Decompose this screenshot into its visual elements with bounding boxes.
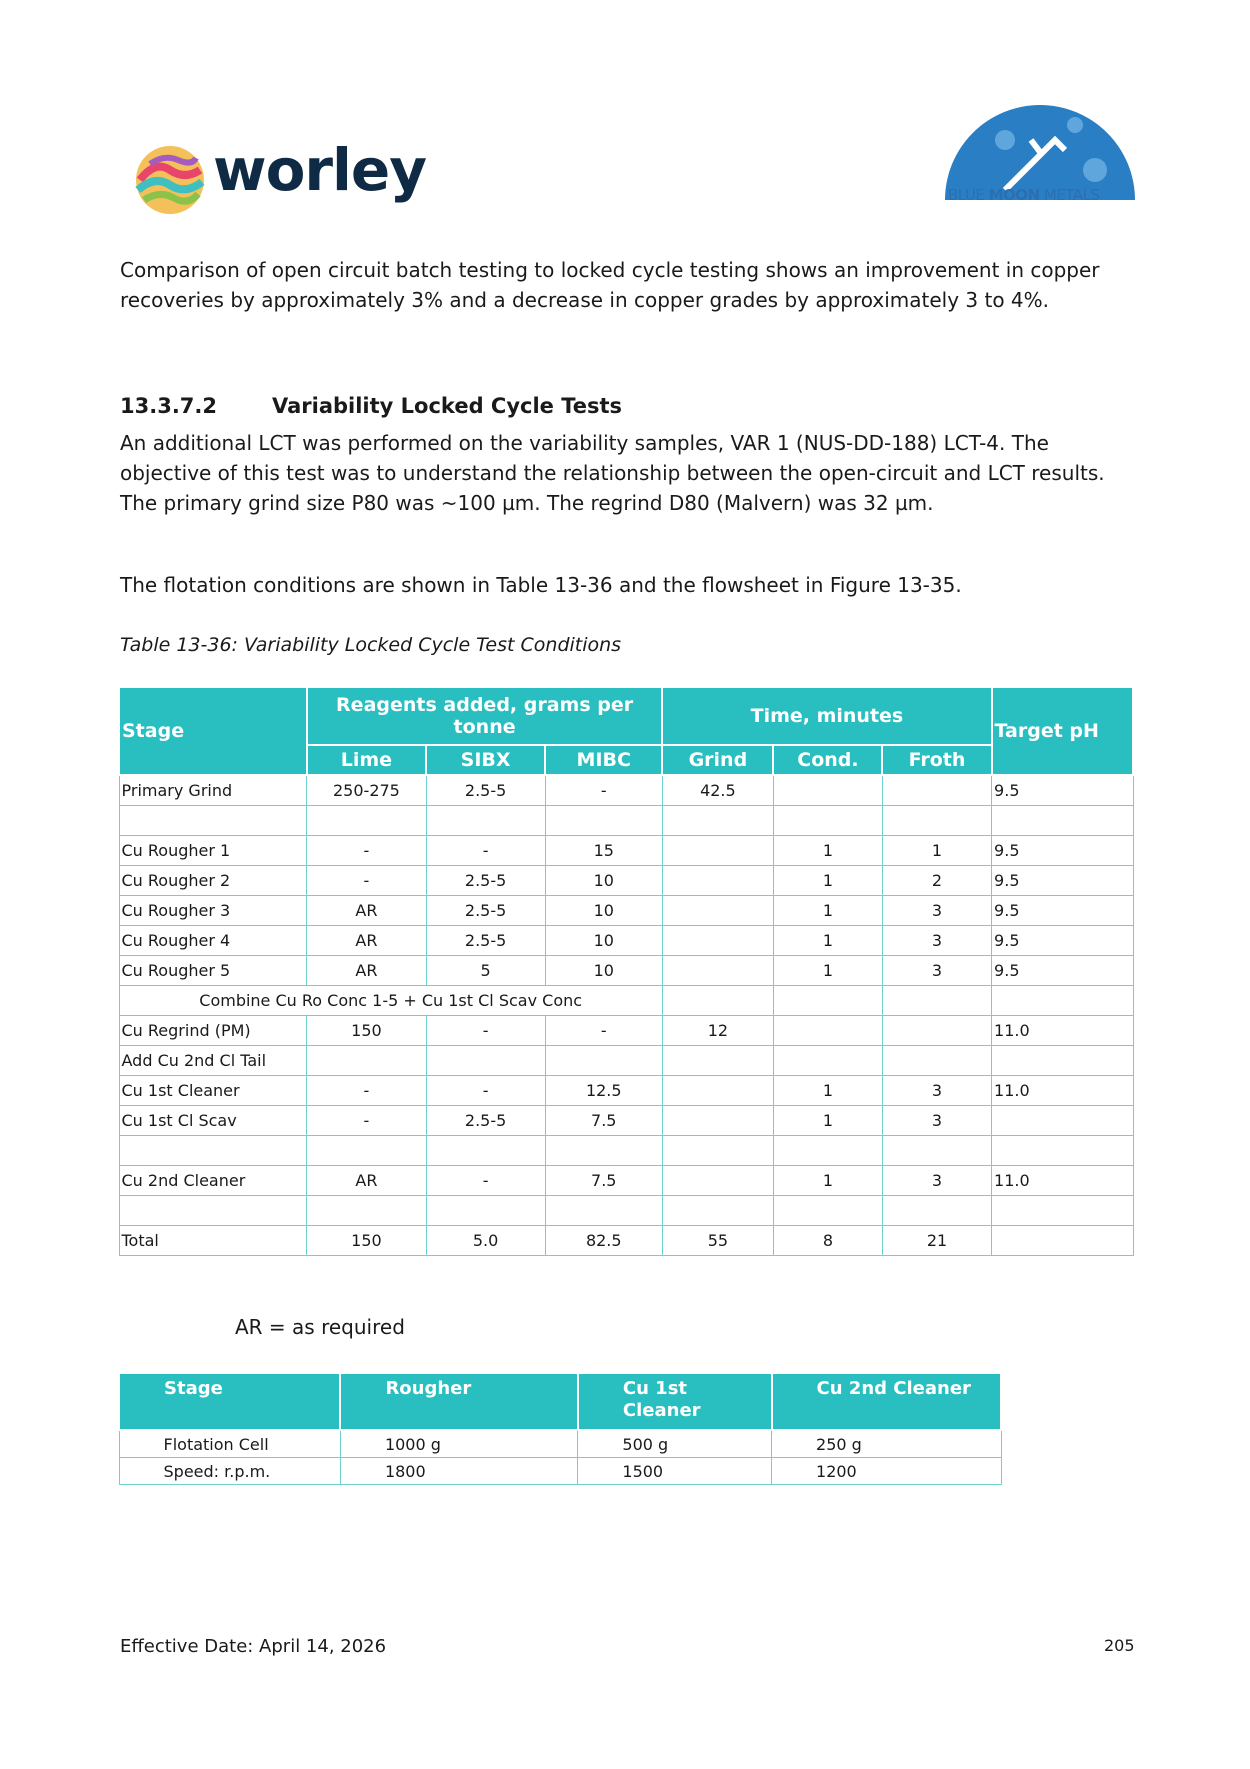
cell-stage: Cu Rougher 4 bbox=[119, 926, 307, 956]
cell-cond: 8 bbox=[773, 1226, 882, 1256]
cell-cond: 1 bbox=[773, 1106, 882, 1136]
cell-cond: 1 bbox=[773, 1076, 882, 1106]
table-row bbox=[119, 1106, 1133, 1136]
cell-froth: 3 bbox=[882, 896, 991, 926]
cell-stage: Cu 1st Cleaner bbox=[119, 1076, 307, 1106]
cell-sibx: - bbox=[426, 836, 545, 866]
table-row bbox=[119, 866, 1133, 896]
cell-mibc: 10 bbox=[545, 896, 662, 926]
cell-cond: 1 bbox=[773, 1166, 882, 1196]
cell-stage: Cu 1st Cl Scav bbox=[119, 1106, 307, 1136]
cell-mibc: 10 bbox=[545, 956, 662, 986]
section-paragraph: An additional LCT was performed on the variability samples, VAR 1 (NUS-DD-188) LCT-4. The objective of this test was to understand the relationship between the open-circuit and LCT results. The primary grind size P80 was ~100 µm. The regrind D80 (Malvern) was 32 µm. bbox=[120, 431, 1105, 515]
cell-lime bbox=[307, 1196, 426, 1226]
cell-grind bbox=[662, 1076, 773, 1106]
table-caption: Table 13-36: Variability Locked Cycle Test Conditions bbox=[120, 634, 622, 656]
cell-ph: 9.5 bbox=[992, 836, 1133, 866]
cell-cond bbox=[773, 1016, 882, 1046]
section-heading bbox=[120, 394, 622, 418]
cell-cond bbox=[773, 1136, 882, 1166]
table-row bbox=[119, 896, 1133, 926]
ar-note: AR = as required bbox=[235, 1315, 405, 1339]
cell-mibc: 10 bbox=[545, 926, 662, 956]
cell-stage bbox=[119, 806, 307, 836]
cell-froth: 3 bbox=[882, 926, 991, 956]
cell-ph bbox=[992, 1136, 1133, 1166]
table-row bbox=[119, 956, 1133, 986]
cell-grind bbox=[662, 866, 773, 896]
cell-mibc: 15 bbox=[545, 836, 662, 866]
cell-mibc bbox=[545, 806, 662, 836]
cell-stage: Add Cu 2nd Cl Tail bbox=[119, 1046, 307, 1076]
cell-sibx: - bbox=[426, 1166, 545, 1196]
cell-ph: 9.5 bbox=[992, 775, 1133, 806]
cell-ph: 11.0 bbox=[992, 1016, 1133, 1046]
cell-ph bbox=[992, 1226, 1133, 1256]
header-grind: Grind bbox=[662, 745, 773, 775]
table-row bbox=[119, 1226, 1133, 1256]
cell-sibx bbox=[426, 1196, 545, 1226]
cell-grind bbox=[662, 1046, 773, 1076]
cell-ph: 9.5 bbox=[992, 896, 1133, 926]
cell-cond bbox=[773, 775, 882, 806]
footer-effective-date: Effective Date: April 14, 2026 bbox=[120, 1636, 387, 1657]
cell-mibc: 10 bbox=[545, 866, 662, 896]
cell-mibc bbox=[545, 1136, 662, 1166]
table-row bbox=[119, 1136, 1133, 1166]
header-reagents: Reagents added, grams per tonne bbox=[307, 687, 662, 745]
footer-page-number: 205 bbox=[1104, 1636, 1135, 1655]
cell-froth: 3 bbox=[882, 1106, 991, 1136]
cell-stage: Cu 2nd Cleaner bbox=[119, 1166, 307, 1196]
cell-mibc: - bbox=[545, 775, 662, 806]
cell-grind: 12 bbox=[662, 1016, 773, 1046]
cell-froth bbox=[882, 1136, 991, 1166]
cell-ph bbox=[992, 806, 1133, 836]
cell-mibc bbox=[545, 1046, 662, 1076]
cell-grind: 55 bbox=[662, 1226, 773, 1256]
table-row bbox=[119, 1016, 1133, 1046]
cell-sibx bbox=[426, 1046, 545, 1076]
cell-sibx: 2.5-5 bbox=[426, 866, 545, 896]
cell-stage: Primary Grind bbox=[119, 775, 307, 806]
header-lime: Lime bbox=[307, 745, 426, 775]
cell-lime bbox=[307, 1136, 426, 1166]
cell-cond bbox=[773, 1196, 882, 1226]
header-stage: Stage bbox=[119, 687, 307, 775]
cell-sibx: 2.5-5 bbox=[426, 775, 545, 806]
cell-froth: 3 bbox=[882, 1166, 991, 1196]
cell-stage: Cu Rougher 3 bbox=[119, 896, 307, 926]
cell-lime: 250-275 bbox=[307, 775, 426, 806]
cell-sibx: 2.5-5 bbox=[426, 896, 545, 926]
cell-grind: 42.5 bbox=[662, 775, 773, 806]
section-number: 13.3.7.2 bbox=[120, 394, 217, 418]
cell-cond: 1 bbox=[773, 836, 882, 866]
header-time: Time, minutes bbox=[662, 687, 991, 745]
cell-stage bbox=[119, 1136, 307, 1166]
t2-header-rougher: Rougher bbox=[340, 1373, 577, 1430]
table-row bbox=[119, 1076, 1133, 1106]
cell-froth bbox=[882, 806, 991, 836]
t2-header-cu2nd: Cu 2nd Cleaner bbox=[772, 1373, 1001, 1430]
worley-logo-mark bbox=[130, 140, 210, 220]
cell-sibx: - bbox=[426, 1076, 545, 1106]
table-row bbox=[119, 775, 1133, 806]
cell-mibc: 7.5 bbox=[545, 1166, 662, 1196]
cell-lime: AR bbox=[307, 896, 426, 926]
cell-grind bbox=[662, 1136, 773, 1166]
flotation-cell-table bbox=[118, 1372, 1002, 1485]
cell-ph: 11.0 bbox=[992, 1076, 1133, 1106]
cell-stage: Cu Rougher 1 bbox=[119, 836, 307, 866]
cell-lime: - bbox=[307, 1076, 426, 1106]
header-mibc: MIBC bbox=[545, 745, 662, 775]
cell-lime: - bbox=[307, 1106, 426, 1136]
t2-header-stage: Stage bbox=[119, 1373, 340, 1430]
cell-mibc: 82.5 bbox=[545, 1226, 662, 1256]
table-row bbox=[119, 1046, 1133, 1076]
cell-cond: 1 bbox=[773, 866, 882, 896]
cell-grind bbox=[662, 806, 773, 836]
blue-moon-logo-text: BLUE MOON METALS bbox=[948, 186, 1100, 204]
cell-grind bbox=[662, 836, 773, 866]
cell-lime: AR bbox=[307, 956, 426, 986]
cell-ph bbox=[992, 1106, 1133, 1136]
cell-mibc: 12.5 bbox=[545, 1076, 662, 1106]
cell-froth: 3 bbox=[882, 1076, 991, 1106]
conditions-table bbox=[118, 686, 1134, 1256]
cell-ph: 11.0 bbox=[992, 1166, 1133, 1196]
cell-stage: Cu Rougher 5 bbox=[119, 956, 307, 986]
combine-note: Combine Cu Ro Conc 1-5 + Cu 1st Cl Scav Conc bbox=[119, 986, 662, 1016]
cell-grind bbox=[662, 956, 773, 986]
table-row: Speed: r.p.m. 1800 1500 1200 bbox=[119, 1458, 1001, 1485]
cell-ph bbox=[992, 1196, 1133, 1226]
cell-grind bbox=[662, 1106, 773, 1136]
cell-stage: Total bbox=[119, 1226, 307, 1256]
cell-lime bbox=[307, 1046, 426, 1076]
cell-lime bbox=[307, 806, 426, 836]
cell-ph: 9.5 bbox=[992, 956, 1133, 986]
intro-paragraph: Comparison of open circuit batch testing to locked cycle testing shows an improvement in copper recoveries by approximately 3% and a decrease in copper grades by approximately 3 to 4%. bbox=[120, 258, 1100, 312]
cell-cond: 1 bbox=[773, 956, 882, 986]
cell-cond: 1 bbox=[773, 896, 882, 926]
cell-cond: 1 bbox=[773, 926, 882, 956]
cell-mibc: 7.5 bbox=[545, 1106, 662, 1136]
table-row bbox=[119, 926, 1133, 956]
cell-sibx bbox=[426, 1136, 545, 1166]
cell-sibx: 5 bbox=[426, 956, 545, 986]
cell-sibx: 5.0 bbox=[426, 1226, 545, 1256]
cell-sibx: 2.5-5 bbox=[426, 1106, 545, 1136]
cell-froth bbox=[882, 1046, 991, 1076]
cell-ph: 9.5 bbox=[992, 926, 1133, 956]
cell-sibx bbox=[426, 806, 545, 836]
cell-cond bbox=[773, 806, 882, 836]
cell-froth bbox=[882, 1016, 991, 1046]
cell-cond bbox=[773, 1046, 882, 1076]
cell-lime: AR bbox=[307, 926, 426, 956]
cell-grind bbox=[662, 1196, 773, 1226]
cell-froth: 2 bbox=[882, 866, 991, 896]
cell-ph: 9.5 bbox=[992, 866, 1133, 896]
cell-lime: 150 bbox=[307, 1016, 426, 1046]
section-title: Variability Locked Cycle Tests bbox=[272, 394, 623, 418]
worley-logo-text: worley bbox=[213, 136, 427, 204]
header-froth: Froth bbox=[882, 745, 991, 775]
cell-froth bbox=[882, 1196, 991, 1226]
cell-mibc: - bbox=[545, 1016, 662, 1046]
cell-froth: 21 bbox=[882, 1226, 991, 1256]
cell-stage: Cu Rougher 2 bbox=[119, 866, 307, 896]
cell-grind bbox=[662, 896, 773, 926]
header-sibx: SIBX bbox=[426, 745, 545, 775]
header-target-ph: Target pH bbox=[992, 687, 1133, 775]
cell-sibx: 2.5-5 bbox=[426, 926, 545, 956]
cell-lime: AR bbox=[307, 1166, 426, 1196]
table-row: Flotation Cell 1000 g 500 g 250 g bbox=[119, 1430, 1001, 1458]
cell-stage bbox=[119, 1196, 307, 1226]
cell-ph bbox=[992, 1046, 1133, 1076]
section-paragraph-2: The flotation conditions are shown in Table 13-36 and the flowsheet in Figure 13-35. bbox=[120, 573, 962, 597]
cell-froth: 1 bbox=[882, 836, 991, 866]
cell-lime: - bbox=[307, 836, 426, 866]
cell-froth: 3 bbox=[882, 956, 991, 986]
table-row bbox=[119, 1166, 1133, 1196]
header-cond: Cond. bbox=[773, 745, 882, 775]
cell-lime: - bbox=[307, 866, 426, 896]
cell-lime: 150 bbox=[307, 1226, 426, 1256]
table-row bbox=[119, 1196, 1133, 1226]
cell-grind bbox=[662, 926, 773, 956]
cell-sibx: - bbox=[426, 1016, 545, 1046]
cell-mibc bbox=[545, 1196, 662, 1226]
cell-grind bbox=[662, 1166, 773, 1196]
table-row bbox=[119, 806, 1133, 836]
cell-froth bbox=[882, 775, 991, 806]
t2-header-cu1st: Cu 1st Cleaner bbox=[578, 1373, 772, 1430]
table-row bbox=[119, 836, 1133, 866]
cell-stage: Cu Regrind (PM) bbox=[119, 1016, 307, 1046]
